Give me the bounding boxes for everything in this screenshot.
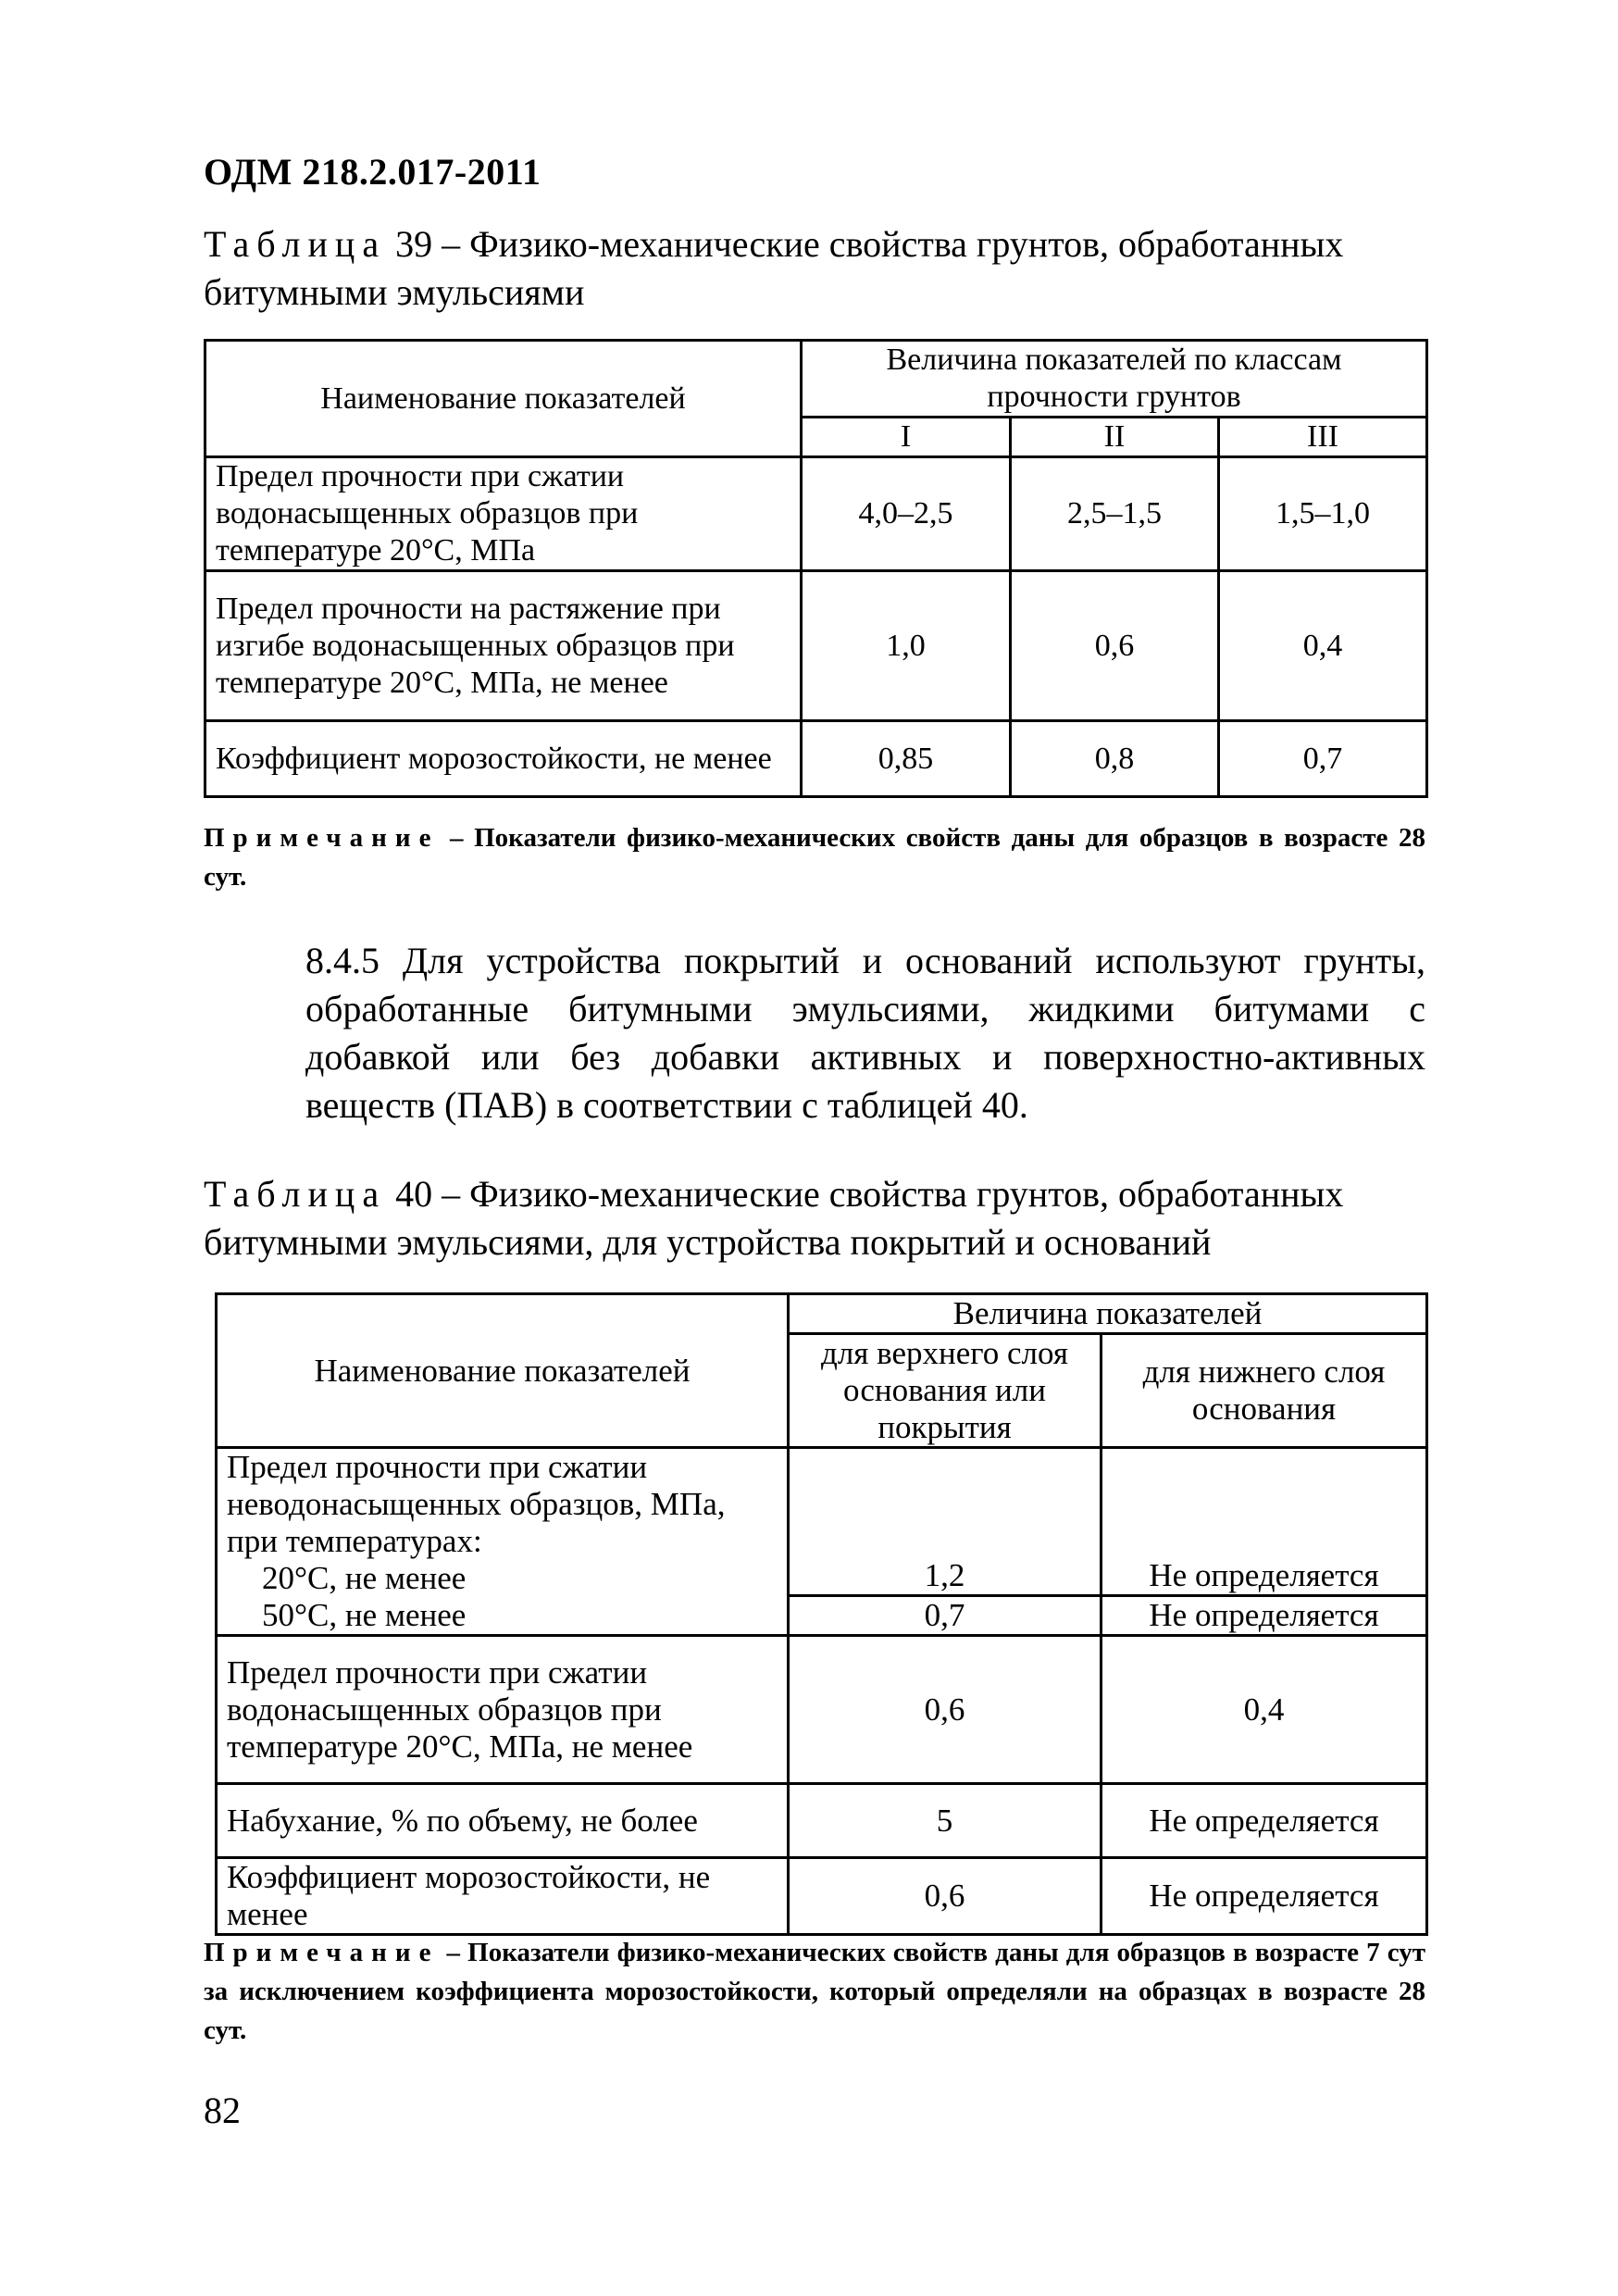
cell-value: 0,8 xyxy=(1011,721,1219,797)
note-text: – Показатели физико-механических свойств даны для образцов в возрасте 7 сут за исключением коэффициента морозостойкости, который определяли на образцах в возрасте 28 сут. xyxy=(204,1938,1425,2045)
split-cell-upper xyxy=(789,1448,1101,1636)
cell-value: 0,6 xyxy=(789,1858,1101,1935)
table-row xyxy=(217,1784,1427,1858)
table-40-caption-word: Таблица xyxy=(204,1173,387,1215)
table-39-class-1: I xyxy=(802,418,1011,457)
row-label: Коэффициент морозостойкости, не менее xyxy=(217,1858,789,1935)
cell-value: Не определяется xyxy=(1102,1594,1425,1634)
table-row xyxy=(217,1858,1427,1935)
row-label: Предел прочности при сжатии водонасыщенных образцов при температуре 20°С, МПа, не менее xyxy=(217,1636,789,1784)
table-row xyxy=(217,1448,1427,1636)
sub-header-upper: для верхнего слоя основания или покрытия xyxy=(789,1334,1101,1448)
cell-value: Не определяется xyxy=(1149,1557,1379,1593)
paragraph-8-4-5 xyxy=(204,937,1425,1129)
cell-value: 0,6 xyxy=(1011,571,1219,721)
paragraph-text: 8.4.5 Для устройства покрытий и оснований используют грунты, обработанные битумными эмульсиями, жидкими битумами с добавкой или без добавки активных и поверхностно-активных веществ (ПАВ) в соответствии с таблицей 40. xyxy=(305,940,1425,1126)
cell-value: 0,7 xyxy=(790,1594,1100,1634)
cell-value: 1,5–1,0 xyxy=(1219,457,1427,571)
cell-value: 0,4 xyxy=(1219,571,1427,721)
sub-header-lower: для нижнего слоя основания xyxy=(1101,1334,1427,1448)
table-39-note xyxy=(204,818,1425,896)
row-label: Предел прочности на растяжение при изгибе водонасыщенных образцов при температуре 20°С, МПа, не менее xyxy=(205,571,802,721)
cell-value: 4,0–2,5 xyxy=(802,457,1011,571)
cell-value: 0,4 xyxy=(1101,1636,1427,1784)
cell-value: 1,2 xyxy=(924,1557,965,1593)
table-39-group-header: Величина показателей по классам прочности грунтов xyxy=(802,341,1427,418)
note-word: Примечание xyxy=(204,823,440,853)
table-39-class-3: III xyxy=(1219,418,1427,457)
cell-value: 0,6 xyxy=(789,1636,1101,1784)
cell-value: 1,0 xyxy=(802,571,1011,721)
table-row xyxy=(205,721,1427,797)
table-39-caption xyxy=(204,220,1435,317)
cell-value: 0,7 xyxy=(1219,721,1427,797)
row-label: Коэффициент морозостойкости, не менее xyxy=(205,721,802,797)
row-sub-label: 20°С, не менее xyxy=(262,1560,467,1596)
table-40-col-header: Наименование показателей xyxy=(217,1294,789,1448)
table-40-caption xyxy=(204,1170,1435,1267)
cell-value: 5 xyxy=(789,1784,1101,1858)
document-code: ОДМ 218.2.017-2011 xyxy=(204,151,541,193)
note-text: – Показатели физико-механических свойств даны для образцов в возрасте 28 сут. xyxy=(204,823,1425,892)
cell-value: Не определяется xyxy=(1101,1784,1427,1858)
table-row xyxy=(217,1636,1427,1784)
table-40-group-header: Величина показателей xyxy=(789,1294,1427,1334)
table-40-note xyxy=(204,1933,1425,2050)
table-row xyxy=(205,457,1427,571)
cell-value: 2,5–1,5 xyxy=(1011,457,1219,571)
table-40 xyxy=(215,1292,1428,1936)
row-label-group xyxy=(217,1448,789,1636)
row-label: Предел прочности при сжатии водонасыщенных образцов при температуре 20°С, МПа xyxy=(205,457,802,571)
table-39-caption-text: 39 – Физико-механические свойства грунтов, обработанных битумными эмульсиями xyxy=(204,223,1344,313)
note-word: Примечание xyxy=(204,1938,440,1967)
row-label: Предел прочности при сжатии неводонасыщенных образцов, МПа, при температурах: xyxy=(227,1449,726,1559)
table-39 xyxy=(204,339,1428,798)
cell-value: 0,85 xyxy=(802,721,1011,797)
split-cell-lower xyxy=(1101,1448,1427,1636)
table-39-caption-word: Таблица xyxy=(204,223,387,265)
page-number: 82 xyxy=(204,2090,241,2131)
table-40-caption-text: 40 – Физико-механические свойства грунтов, обработанных битумными эмульсиями, для устройства покрытий и оснований xyxy=(204,1173,1344,1263)
table-39-class-2: II xyxy=(1011,418,1219,457)
table-row xyxy=(205,571,1427,721)
table-39-col-header: Наименование показателей xyxy=(205,341,802,457)
cell-value: Не определяется xyxy=(1101,1858,1427,1935)
row-sub-label: 50°С, не менее xyxy=(262,1597,467,1633)
row-label: Набухание, % по объему, не более xyxy=(217,1784,789,1858)
